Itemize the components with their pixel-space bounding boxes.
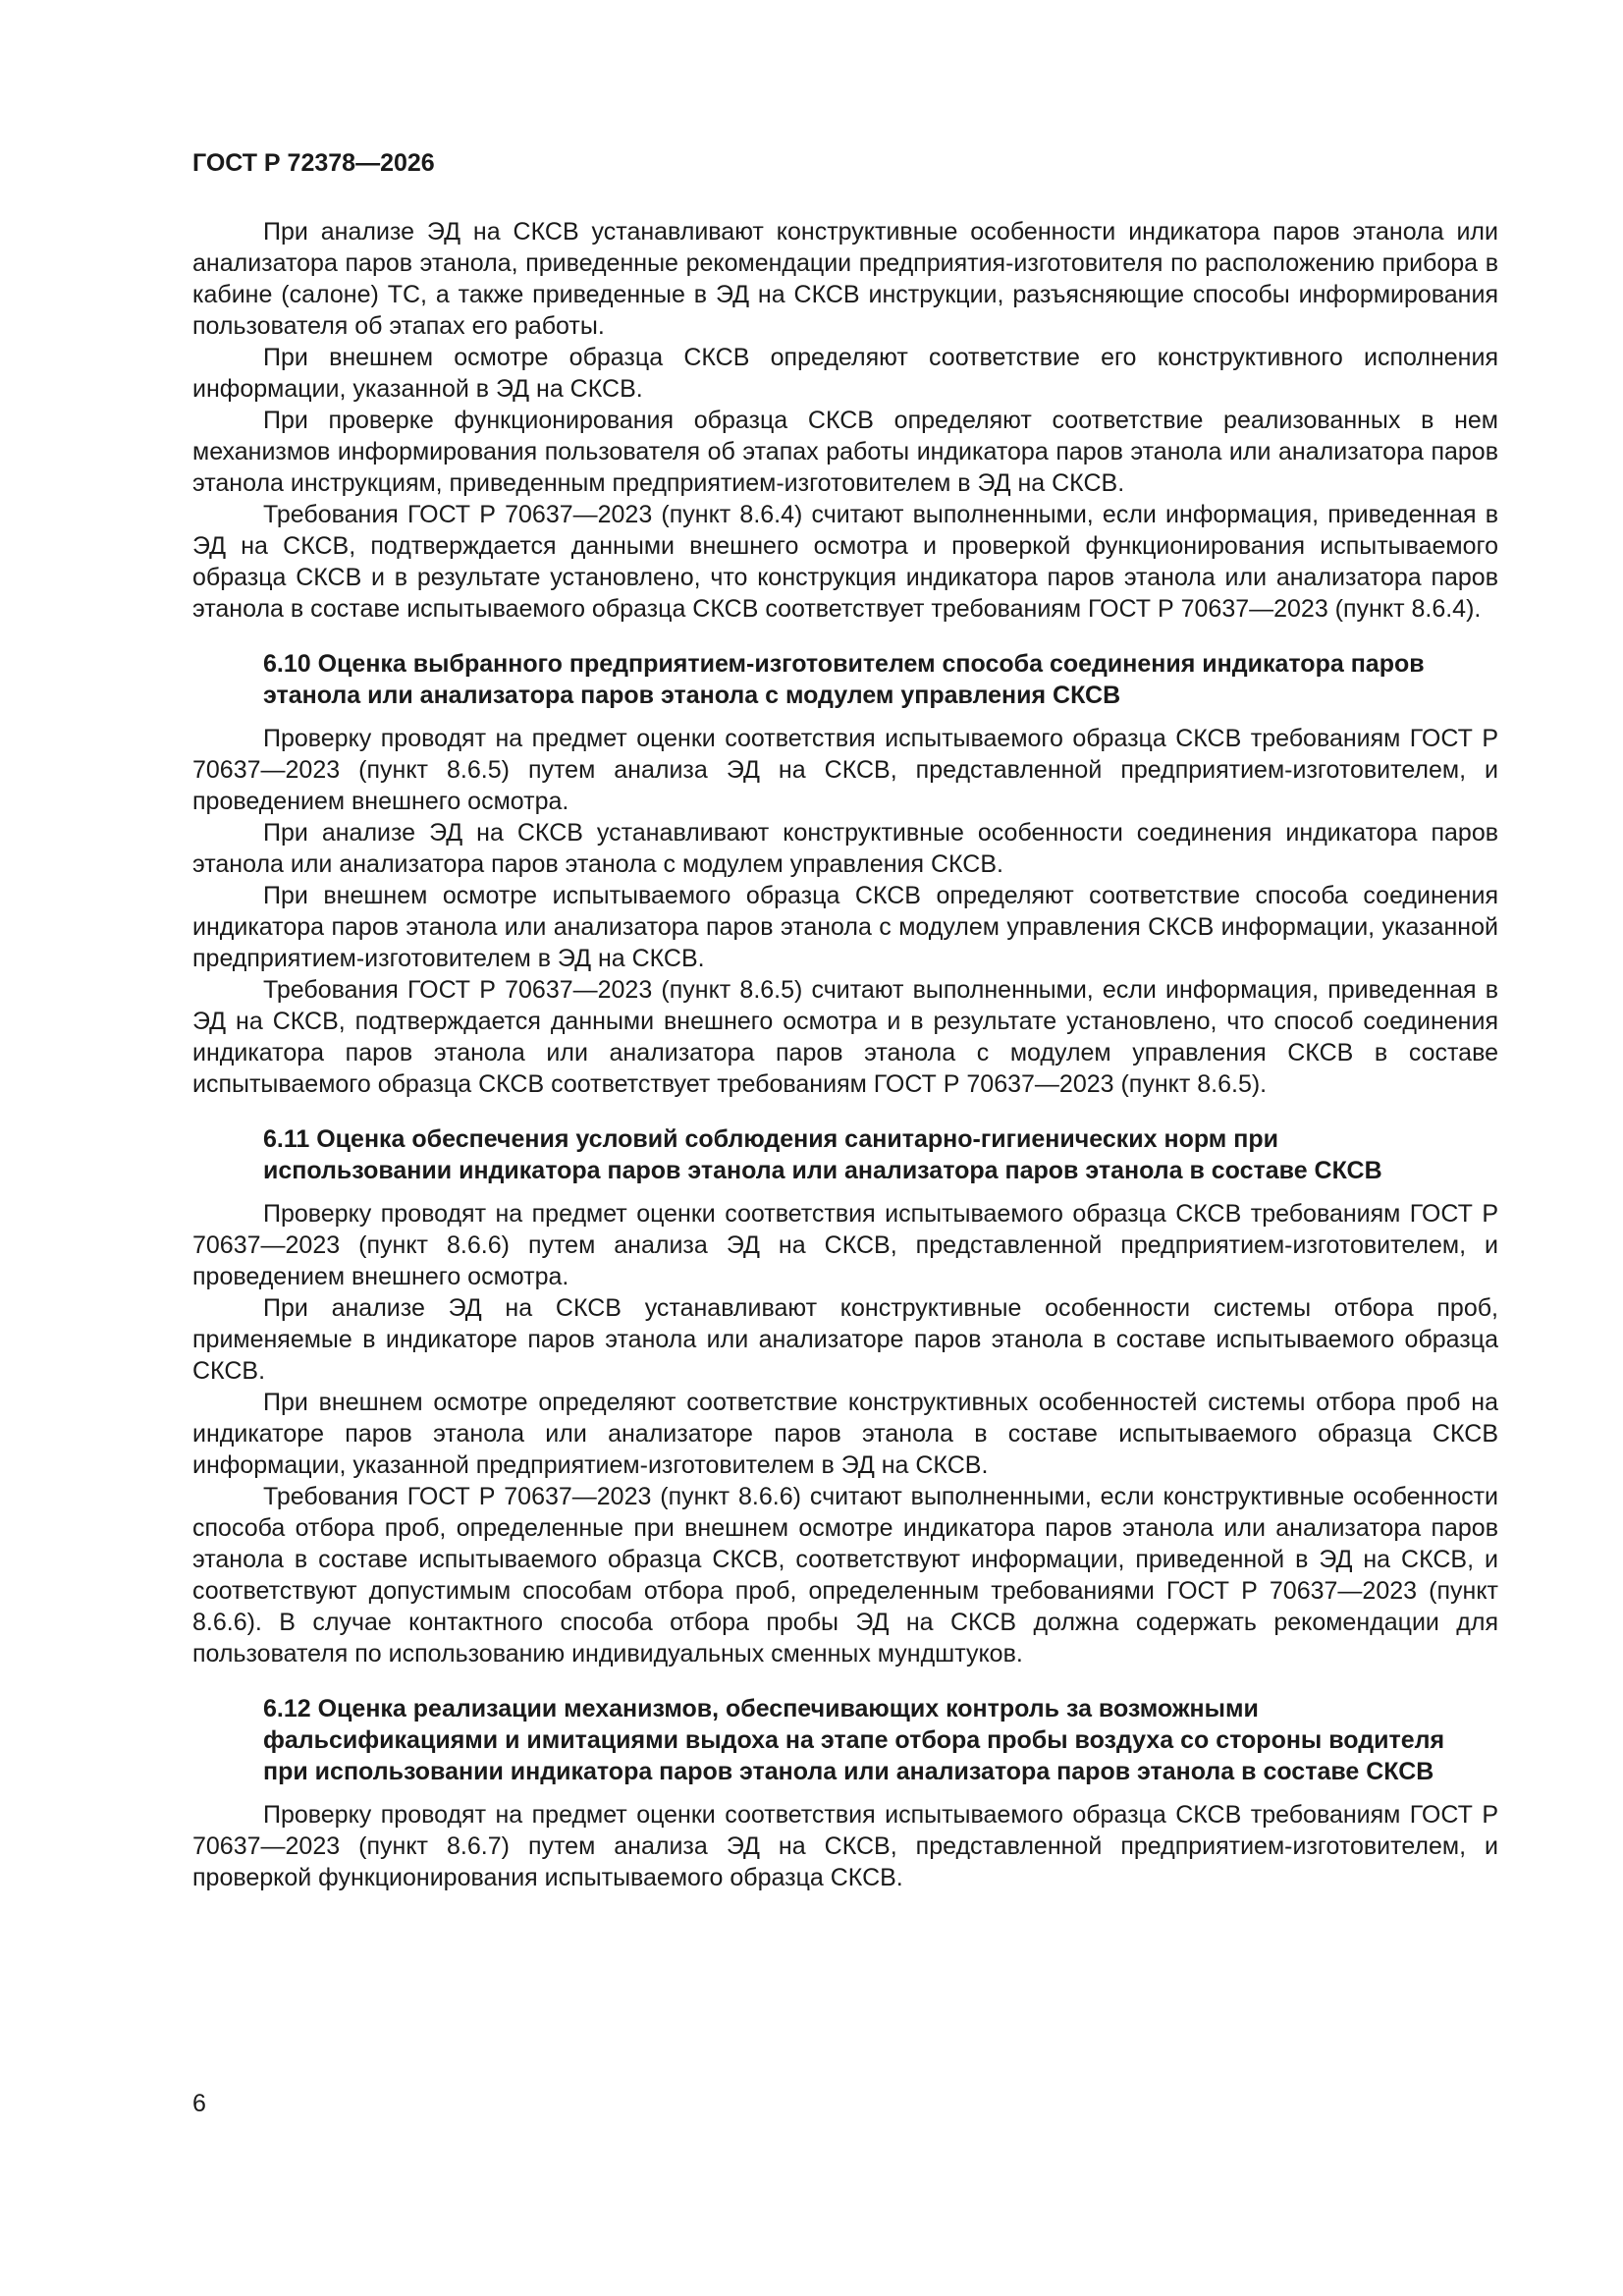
paragraph: Проверку проводят на предмет оценки соответствия испытываемого образца СКСВ требованиям ГОСТ Р 70637—2023 (пункт 8.6.5) путем анализа ЭД на СКСВ, представленной предприятием-изготовителем, и проведением внешнего осмотра. <box>192 725 1498 815</box>
paragraph: При внешнем осмотре определяют соответствие конструктивных особенностей системы отбора проб на индикаторе паров этанола или анализаторе паров этанола в составе испытываемого образца СКСВ информации, указанной предприятием-изготовителем в ЭД на СКСВ. <box>192 1389 1498 1479</box>
paragraph: Проверку проводят на предмет оценки соответствия испытываемого образца СКСВ требованиям ГОСТ Р 70637—2023 (пункт 8.6.6) путем анализа ЭД на СКСВ, представленной предприятием-изготовителем, и проведением внешнего осмотра. <box>192 1200 1498 1290</box>
paragraph: При внешнем осмотре образца СКСВ определяют соответствие его конструктивного исполнения информации, указанной в ЭД на СКСВ. <box>192 344 1498 403</box>
paragraph: Требования ГОСТ Р 70637—2023 (пункт 8.6.4) считают выполненными, если информация, приведенная в ЭД на СКСВ, подтверждается данными внешнего осмотра и проверкой функционирования испытываемого образца СКСВ и в результате установлено, что конструкция индикатора паров этанола или анализатора паров этанола в составе испытываемого образца СКСВ соответствует требованиям ГОСТ Р 70637—2023 (пункт 8.6.4). <box>192 501 1498 623</box>
paragraph: При анализе ЭД на СКСВ устанавливают конструктивные особенности индикатора паров этанола или анализатора паров этанола, приведенные рекомендации предприятия-изготовителя по расположению прибора в кабине (салоне) ТС, а также приведенные в ЭД на СКСВ инструкции, разъясняющие способы информирования пользователя об этапах его работы. <box>192 218 1498 340</box>
paragraph: При внешнем осмотре испытываемого образца СКСВ определяют соответствие способа соединения индикатора паров этанола или анализатора паров этанола с модулем управления СКСВ информации, указанной предприятием-изготовителем в ЭД на СКСВ. <box>192 882 1498 972</box>
paragraph: При анализе ЭД на СКСВ устанавливают конструктивные особенности системы отбора проб, применяемые в индикаторе паров этанола или анализаторе паров этанола в составе испытываемого образца СКСВ. <box>192 1294 1498 1385</box>
intro-section <box>192 216 1498 625</box>
page-number: 6 <box>192 2090 206 2117</box>
section-6-10 <box>192 648 1498 1100</box>
paragraph: При анализе ЭД на СКСВ устанавливают конструктивные особенности соединения индикатора паров этанола или анализатора паров этанола с модулем управления СКСВ. <box>192 819 1498 878</box>
section-6-11 <box>192 1123 1498 1669</box>
section-heading: 6.12 Оценка реализации механизмов, обеспечивающих контроль за возможными фальсификациями и имитациями выдоха на этапе отбора пробы воздуха со стороны водителя при использовании индикатора паров этанола или анализатора паров этанола в составе СКСВ <box>263 1695 1445 1785</box>
paragraph: Проверку проводят на предмет оценки соответствия испытываемого образца СКСВ требованиям ГОСТ Р 70637—2023 (пункт 8.6.7) путем анализа ЭД на СКСВ, представленной предприятием-изготовителем, и проверкой функционирования испытываемого образца СКСВ. <box>192 1801 1498 1891</box>
paragraph: Требования ГОСТ Р 70637—2023 (пункт 8.6.5) считают выполненными, если информация, приведенная в ЭД на СКСВ, подтверждается данными внешнего осмотра и в результате установлено, что способ соединения индикатора паров этанола или анализатора паров этанола с модулем управления СКСВ в составе испытываемого образца СКСВ соответствует требованиям ГОСТ Р 70637—2023 (пункт 8.6.5). <box>192 976 1498 1098</box>
document-code-header: ГОСТ Р 72378—2026 <box>192 149 435 177</box>
section-heading: 6.11 Оценка обеспечения условий соблюдения санитарно-гигиенических норм при использовании индикатора паров этанола или анализатора паров этанола в составе СКСВ <box>263 1125 1382 1184</box>
section-6-12 <box>192 1693 1498 1893</box>
section-heading: 6.10 Оценка выбранного предприятием-изготовителем способа соединения индикатора паров этанола или анализатора паров этанола с модулем управления СКСВ <box>263 650 1425 709</box>
document-page <box>192 147 1498 1893</box>
paragraph: При проверке функционирования образца СКСВ определяют соответствие реализованных в нем механизмов информирования пользователя об этапах работы индикатора паров этанола или анализатора паров этанола инструкциям, приведенным предприятием-изготовителем в ЭД на СКСВ. <box>192 407 1498 497</box>
paragraph: Требования ГОСТ Р 70637—2023 (пункт 8.6.6) считают выполненными, если конструктивные особенности способа отбора проб, определенные при внешнем осмотре индикатора паров этанола или анализатора паров этанола в составе испытываемого образца СКСВ, соответствуют информации, приведенной в ЭД на СКСВ, и соответствуют допустимым способам отбора проб, определенным требованиями ГОСТ Р 70637—2023 (пункт 8.6.6). В случае контактного способа отбора пробы ЭД на СКСВ должна содержать рекомендации для пользователя по использованию индивидуальных сменных мундштуков. <box>192 1483 1498 1667</box>
